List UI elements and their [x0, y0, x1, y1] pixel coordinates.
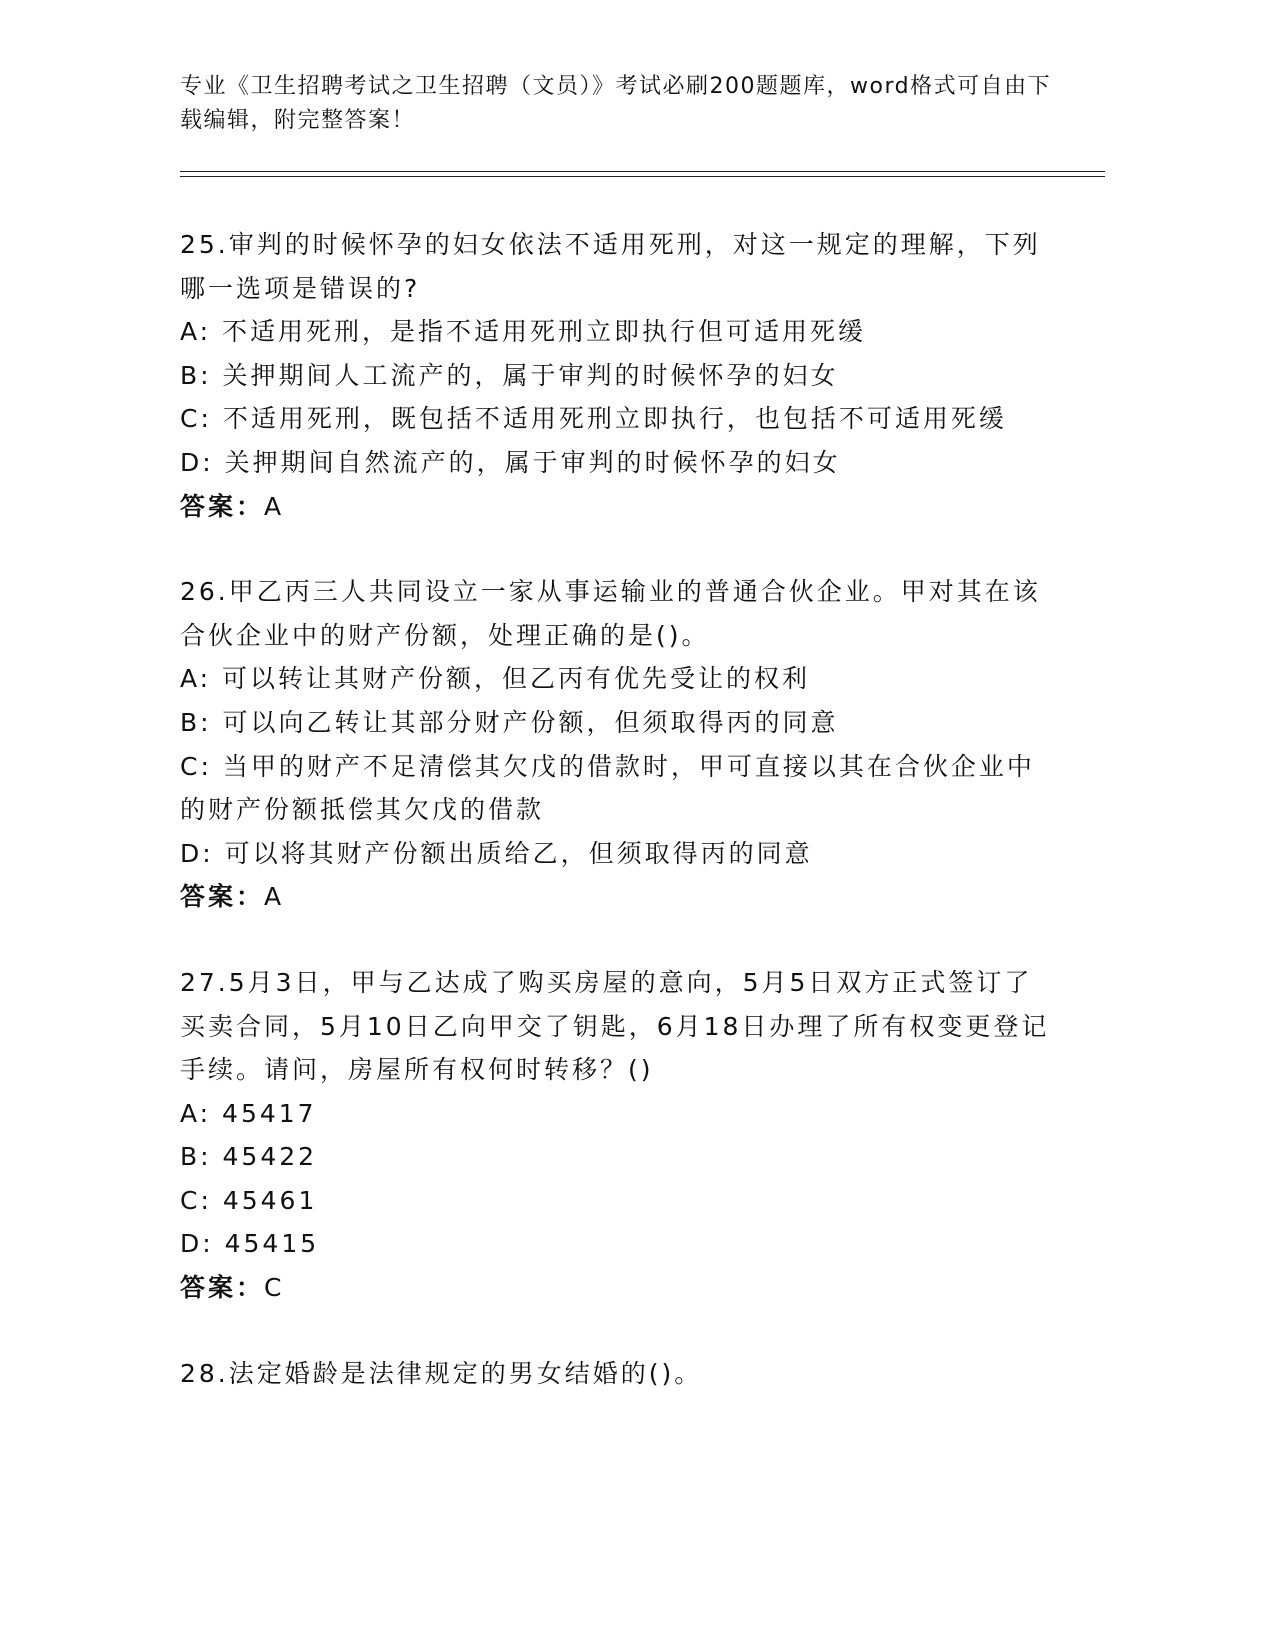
document-header: 专业《卫生招聘考试之卫生招聘（文员）》考试必刷200题题库，word格式可自由下载编辑，附完整答案！	[180, 74, 1052, 133]
option-a: A: 45417	[180, 1098, 317, 1128]
answer	[180, 875, 1050, 919]
answer-value: C	[264, 1273, 285, 1303]
option-a: A: 可以转让其财产份额，但乙丙有优先受让的权利	[180, 664, 811, 694]
question-25	[180, 223, 1050, 528]
answer-label: 答案：	[180, 882, 265, 912]
question-stem: 27.5月3日，甲与乙达成了购买房屋的意向，5月5日双方正式签订了买卖合同，5月10日乙向甲交了钥匙，6月18日办理了所有权变更登记手续。请问，房屋所有权何时转移？()	[180, 967, 1050, 1085]
answer-value: A	[264, 882, 285, 912]
option-a: A: 不适用死刑，是指不适用死刑立即执行但可适用死缓	[180, 317, 867, 347]
option-b: B: 关押期间人工流产的，属于审判的时候怀孕的妇女	[180, 360, 839, 390]
option-c: C: 45461	[180, 1185, 318, 1215]
option-b: B: 45422	[180, 1142, 318, 1172]
question-27	[180, 961, 1050, 1310]
option-b: B: 可以向乙转让其部分财产份额，但须取得丙的同意	[180, 707, 839, 737]
question-stem: 28.法定婚龄是法律规定的男女结婚的()。	[180, 1358, 703, 1388]
header-divider-bottom	[180, 176, 1105, 177]
answer-value: A	[264, 491, 285, 521]
answer-label: 答案：	[180, 1273, 265, 1303]
answer	[180, 485, 1050, 529]
option-c: C: 不适用死刑，既包括不适用死刑立即执行，也包括不可适用死缓	[180, 404, 1007, 434]
answer	[180, 1266, 1050, 1310]
answer-label: 答案：	[180, 491, 265, 521]
question-list	[180, 223, 1050, 1437]
option-d: D: 关押期间自然流产的，属于审判的时候怀孕的妇女	[180, 447, 841, 477]
question-28	[180, 1352, 1050, 1396]
question-26	[180, 570, 1050, 919]
header-divider-top	[180, 171, 1105, 172]
question-stem: 26.甲乙丙三人共同设立一家从事运输业的普通合伙企业。甲对其在该合伙企业中的财产份额，处理正确的是()。	[180, 577, 1041, 650]
option-c: C: 当甲的财产不足清偿其欠戊的借款时，甲可直接以其在合伙企业中的财产份额抵偿其欠戊的借款	[180, 751, 1035, 825]
question-stem: 25.审判的时候怀孕的妇女依法不适用死刑，对这一规定的理解，下列哪一选项是错误的?	[180, 230, 1041, 303]
option-d: D: 可以将其财产份额出质给乙，但须取得丙的同意	[180, 838, 813, 868]
option-d: D: 45415	[180, 1229, 320, 1259]
